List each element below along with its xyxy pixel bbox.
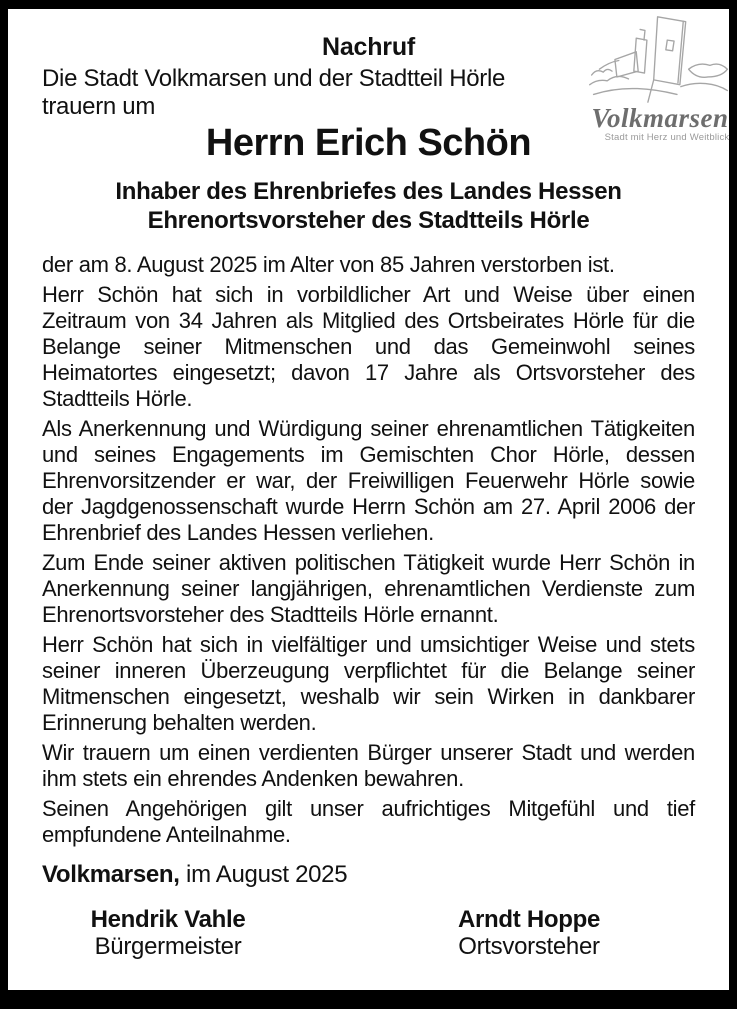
signature-title: Ortsvorsteher (458, 933, 600, 960)
signature-row (42, 906, 695, 960)
intro-line-1: Die Stadt Volkmarsen und der Stadtteil Hörle (42, 65, 506, 92)
notice-content (8, 9, 729, 990)
signature-name: Hendrik Vahle (90, 906, 246, 933)
mourning-intro (42, 65, 547, 121)
castle-ruin-sketch-icon (576, 9, 729, 111)
obituary-body (42, 252, 695, 848)
logo-tagline: Stadt mit Herz und Weitblick (604, 132, 729, 143)
signature-title: Bürgermeister (94, 933, 242, 960)
honor-line-2: Ehrenortsvorsteher des Stadtteils Hörle (147, 207, 590, 234)
dateline (42, 861, 695, 889)
deceased-name: Herrn Erich Schön (205, 122, 532, 164)
paragraph-condolences: Seinen Angehörigen gilt unser aufrichtiges Mitgefühl und tief empfundene Anteilnahme. (42, 796, 695, 847)
dateline-date: im August 2025 (186, 861, 348, 888)
paragraph-honorary-title: Zum Ende seiner aktiven politischen Tätigkeit wurde Herr Schön in Anerkennung seiner langjährigen, ehrenamtlichen Verdienste zum Ehrenortsvorsteher des Stadtteils Hörle ernannt. (42, 550, 695, 627)
notice-type-heading: Nachruf (321, 33, 416, 61)
paragraph-remembrance: Wir trauern um einen verdienten Bürger unserer Stadt und werden ihm stets ein ehrendes Andenken bewahren. (42, 740, 695, 791)
honor-line-1: Inhaber des Ehrenbriefes des Landes Hessen (115, 178, 622, 205)
intro-line-2: trauern um (42, 93, 156, 120)
paragraph-death-date: der am 8. August 2025 im Alter von 85 Jahren verstorben ist. (42, 252, 615, 277)
signature-district-head (423, 906, 635, 960)
dateline-place: Volkmarsen, (42, 861, 180, 888)
paragraph-honor-award: Als Anerkennung und Würdigung seiner ehrenamtlichen Tätigkeiten und seines Engagements im Gemischten Chor Hörle, dessen Ehrenvorsitzender er war, der Freiwilligen Feuerwehr Hörle sowie der Jagdgenossenschaft wurde Herrn Schön am 27. April 2006 der Ehrenbrief des Landes Hessen verliehen. (42, 416, 695, 545)
honors-block (42, 177, 695, 235)
signature-mayor (62, 906, 274, 960)
obituary-notice (8, 9, 729, 990)
signature-name: Arndt Hoppe (457, 906, 600, 933)
volkmarsen-city-logo (576, 9, 729, 143)
paragraph-service-record: Herr Schön hat sich in vorbildlicher Art und Weise über einen Zeitraum von 34 Jahren als Mitglied des Ortsbeirates Hörle für die Belange seiner Mitmenschen und das Gemeinwohl seines Heimatortes eingesetzt; davon 17 Jahre als Ortsvorsteher des Stadtteils Hörle. (42, 282, 695, 411)
paragraph-legacy: Herr Schön hat sich in vielfältiger und umsichtiger Weise und stets seiner inneren Überzeugung verpflichtet für die Belange seiner Mitmenschen eingesetzt, weshalb wir sein Wirken in dankbarer Erinnerung behalten werden. (42, 632, 695, 735)
logo-city-name: Volkmarsen (591, 103, 729, 133)
